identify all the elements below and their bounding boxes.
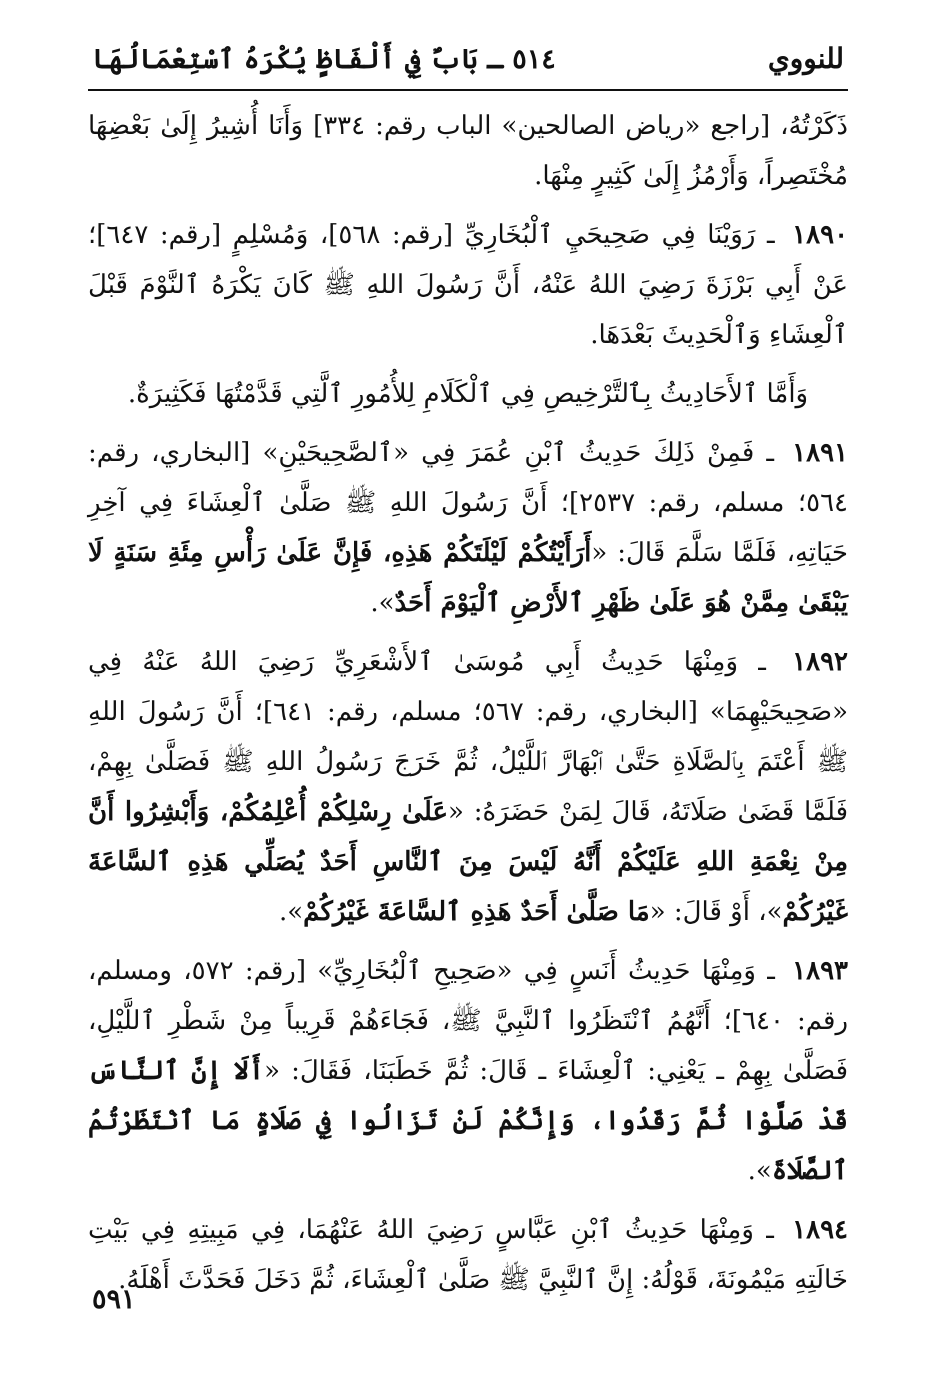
header-author: للنووي: [767, 42, 844, 75]
hadith-1894: [88, 1205, 848, 1305]
hadith-1893: [88, 946, 848, 1196]
paragraph-tail: ».: [370, 588, 395, 618]
hadith-number: ١٨٩٠: [792, 220, 849, 250]
prophetic-quote-alt: مَا صَلَّىٰ أَحَدٌ هَذِهِ ٱلسَّاعَةَ غَيْرُكُمْ: [303, 897, 650, 927]
paragraph-tail: ».: [747, 1156, 772, 1186]
paragraph-text: وَأَمَّا ٱلأَحَادِيثُ بِٱلتَّرْخِيصِ فِي ٱلْكَلَامِ لِلأُمُورِ ٱلَّتِي قَدَّمْتُهَا فَكَثِيرَةٌ.: [127, 379, 809, 409]
hadith-1890: [88, 210, 848, 360]
body-text: [88, 101, 848, 1305]
hadith-number: ١٨٩٤: [792, 1215, 849, 1245]
paragraph-intro: [88, 101, 848, 201]
hadith-1891: [88, 428, 848, 628]
prophetic-quote: أَرَأَيْتُكُمْ لَيْلَتَكُمْ هَذِهِ، فَإِنَّ عَلَىٰ رَأْسِ مِئَةِ سَنَةٍ لَا يَبْقَىٰ مِمَّنْ هُوَ عَلَىٰ ظَهْرِ ٱلأَرْضِ ٱلْيَوْمَ أَحَدٌ: [88, 538, 848, 618]
paragraph-transition: [88, 369, 848, 419]
paragraph-tail: »، أَوْ قَالَ: «: [649, 897, 783, 927]
paragraph-text: ـ وَمِنْهَا حَدِيثُ أَبِي مُوسَىٰ ٱلأَشْعَرِيِّ رَضِيَ اللهُ عَنْهُ فِي «صَحِيحَيْهِمَا» [البخاري، رقم: ٥٦٧؛ مسلم، رقم: ٦٤١]؛ أَنَّ رَسُولَ اللهِ ﷺ أَعْتَمَ بِٱلصَّلَاةِ حَتَّىٰ ٱبْهَارَّ ٱللَّيْلُ، ثُمَّ خَرَجَ رَسُولُ اللهِ ﷺ فَصَلَّىٰ بِهِمْ، فَلَمَّا قَضَىٰ صَلَاتَهُ، قَالَ لِمَنْ حَضَرَهُ: «: [88, 647, 849, 827]
paragraph-tail: ».: [278, 897, 304, 927]
paragraph-text: ذَكَرْتُهُ، [راجع «رياض الصالحين» الباب رقم: ٣٣٤] وَأَنَا أُشِيرُ إِلَىٰ بَعْضِهَا مُخْتَصِراً، وَأَرْمُزُ إِلَىٰ كَثِيرٍ مِنْهَا.: [88, 111, 848, 191]
paragraph-text: ـ رَوَيْنَا فِي صَحِيحَيِ ٱلْبُخَارِيِّ [رقم: ٥٦٨]، وَمُسْلِمٍ [رقم: ٦٤٧]؛ عَنْ أَبِي بَرْزَةَ رَضِيَ اللهُ عَنْهُ، أَنَّ رَسُولَ اللهِ ﷺ كَانَ يَكْرَهُ ٱلنَّوْمَ قَبْلَ ٱلْعِشَاءِ وَٱلْحَدِيثَ بَعْدَهَا.: [88, 220, 848, 350]
paragraph-text: ـ فَمِنْ ذَلِكَ حَدِيثُ ٱبْنِ عُمَرَ فِي «ٱلصَّحِيحَيْنِ» [البخاري، رقم: ٥٦٤؛ مسلم، رقم: ٢٥٣٧]؛ أَنَّ رَسُولَ اللهِ ﷺ صَلَّىٰ ٱلْعِشَاءَ فِي آخِرِ حَيَاتِهِ، فَلَمَّا سَلَّمَ قَالَ: «: [88, 438, 849, 568]
prophetic-quote: عَلَىٰ رِسْلِكُمْ أُعْلِمُكُمْ، وَأَبْشِرُوا أَنَّ مِنْ نِعْمَةِ اللهِ عَلَيْكُمْ أَنَّهُ لَيْسَ مِنَ ٱلنَّاسِ أَحَدٌ يُصَلِّي هَذِهِ ٱلسَّاعَةَ غَيْرُكُمْ: [88, 797, 848, 927]
running-header: [88, 36, 848, 91]
page-number: ٥٩١: [92, 1284, 136, 1315]
prophetic-quote: أَلَا إِنَّ ٱلنَّاسَ قَدْ صَلَّوْا ثُمَّ رَقَدُوا، وَإِنَّكُمْ لَنْ تَزَالُوا فِي صَلَاةٍ مَا ٱنْتَظَرْتُمُ ٱلصَّلَاةَ: [88, 1056, 848, 1186]
hadith-number: ١٨٩٢: [792, 647, 849, 677]
paragraph-text: ـ وَمِنْهَا حَدِيثُ ٱبْنِ عَبَّاسٍ رَضِيَ اللهُ عَنْهُمَا، فِي مَبِيتِهِ فِي بَيْتِ خَالَتِهِ مَيْمُونَةَ، قَوْلُهُ: إِنَّ ٱلنَّبِيَّ ﷺ صَلَّىٰ ٱلْعِشَاءَ، ثُمَّ دَخَلَ فَحَدَّثَ أَهْلَهُ.: [88, 1215, 848, 1295]
paragraph-text: ـ وَمِنْهَا حَدِيثُ أَنَسٍ فِي «صَحِيحِ ٱلْبُخَارِيِّ» [رقم: ٥٧٢، ومسلم، رقم: ٦٤٠]؛ أَنَّهُمُ ٱنْتَظَرُوا ٱلنَّبِيَّ ﷺ، فَجَاءَهُمْ قَرِيباً مِنْ شَطْرِ ٱللَّيْلِ، فَصَلَّىٰ بِهِمْ ـ يَعْنِي: ٱلْعِشَاءَ ـ قَالَ: ثُمَّ خَطَبَنَا، فَقَالَ: «: [88, 956, 848, 1086]
hadith-number: ١٨٩١: [792, 438, 849, 468]
hadith-number: ١٨٩٣: [792, 956, 848, 986]
page: [88, 36, 848, 1314]
header-chapter-title: ٥١٤ ـ بَابٌ فِي أَلْفَاظٍ يُكْرَهُ ٱسْتِعْمَالُهَا: [92, 44, 556, 75]
hadith-1892: [88, 637, 848, 937]
